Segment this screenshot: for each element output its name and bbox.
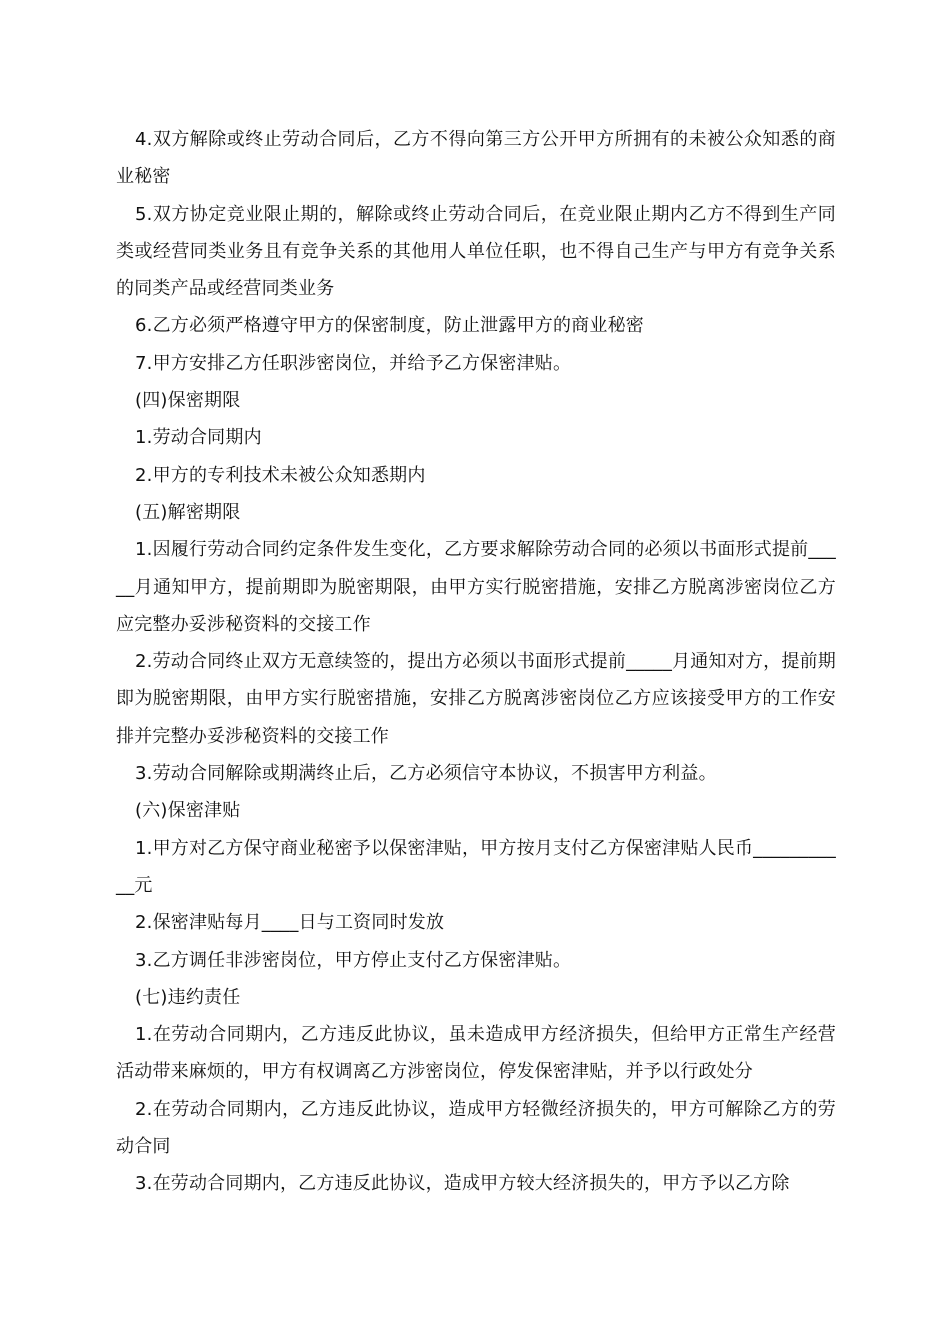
paragraph-item-3: 3.在劳动合同期内，乙方违反此协议，造成甲方较大经济损失的，甲方予以乙方除 (135, 1173, 790, 1195)
section-heading-breach-liability: (七)违约责任 (135, 986, 241, 1008)
section-heading-confidentiality-allowance: (六)保密津贴 (135, 800, 241, 822)
paragraph-item-3: 3.乙方调任非涉密岗位，甲方停止支付乙方保密津贴。 (135, 949, 572, 971)
paragraph-item-1: 1.劳动合同期内 (135, 427, 262, 449)
paragraph-item-1: 1.在劳动合同期内，乙方违反此协议，虽未造成甲方经济损失，但给甲方正常生产经营活动带来麻烦的，甲方有权调离乙方涉密岗位，停发保密津贴，并予以行政处分 (116, 1024, 836, 1083)
paragraph-item-2: 2.甲方的专利技术未被公众知悉期内 (135, 464, 426, 486)
paragraph-item-3: 3.劳动合同解除或期满终止后，乙方必须信守本协议，不损害甲方利益。 (135, 763, 717, 785)
paragraph-item-2: 2.保密津贴每月____日与工资同时发放 (135, 912, 445, 934)
paragraph-item-1: 1.甲方对乙方保守商业秘密予以保密津贴，甲方按月支付乙方保密津贴人民币___________元 (116, 837, 836, 896)
section-heading-confidentiality-period: (四)保密期限 (135, 390, 241, 412)
document-body (116, 121, 836, 1203)
paragraph-item-2: 2.在劳动合同期内，乙方违反此协议，造成甲方轻微经济损失的，甲方可解除乙方的劳动合同 (116, 1098, 836, 1158)
paragraph-item-6: 6.乙方必须严格遵守甲方的保密制度，防止泄露甲方的商业秘密 (135, 315, 644, 337)
paragraph-item-7: 7.甲方安排乙方任职涉密岗位，并给予乙方保密津贴。 (135, 352, 572, 374)
paragraph-item-5: 5.双方协定竞业限止期的，解除或终止劳动合同后，在竞业限止期内乙方不得到生产同类或经营同类业务且有竞争关系的其他用人单位任职，也不得自己生产与甲方有竞争关系的同类产品或经营同类业务 (116, 203, 836, 300)
paragraph-item-1: 1.因履行劳动合同约定条件发生变化，乙方要求解除劳动合同的必须以书面形式提前_____月通知甲方，提前期即为脱密期限，由甲方实行脱密措施，安排乙方脱离涉密岗位乙方应完整办妥涉秘资料的交接工作 (116, 539, 836, 635)
section-heading-declassification-period: (五)解密期限 (135, 501, 241, 523)
paragraph-item-2: 2.劳动合同终止双方无意续签的，提出方必须以书面形式提前_____月通知对方，提前期即为脱密期限，由甲方实行脱密措施，安排乙方脱离涉密岗位乙方应该接受甲方的工作安排并完整办妥涉秘资料的交接工作 (116, 651, 836, 747)
paragraph-item-4: 4.双方解除或终止劳动合同后，乙方不得向第三方公开甲方所拥有的未被公众知悉的商业秘密 (116, 129, 836, 188)
